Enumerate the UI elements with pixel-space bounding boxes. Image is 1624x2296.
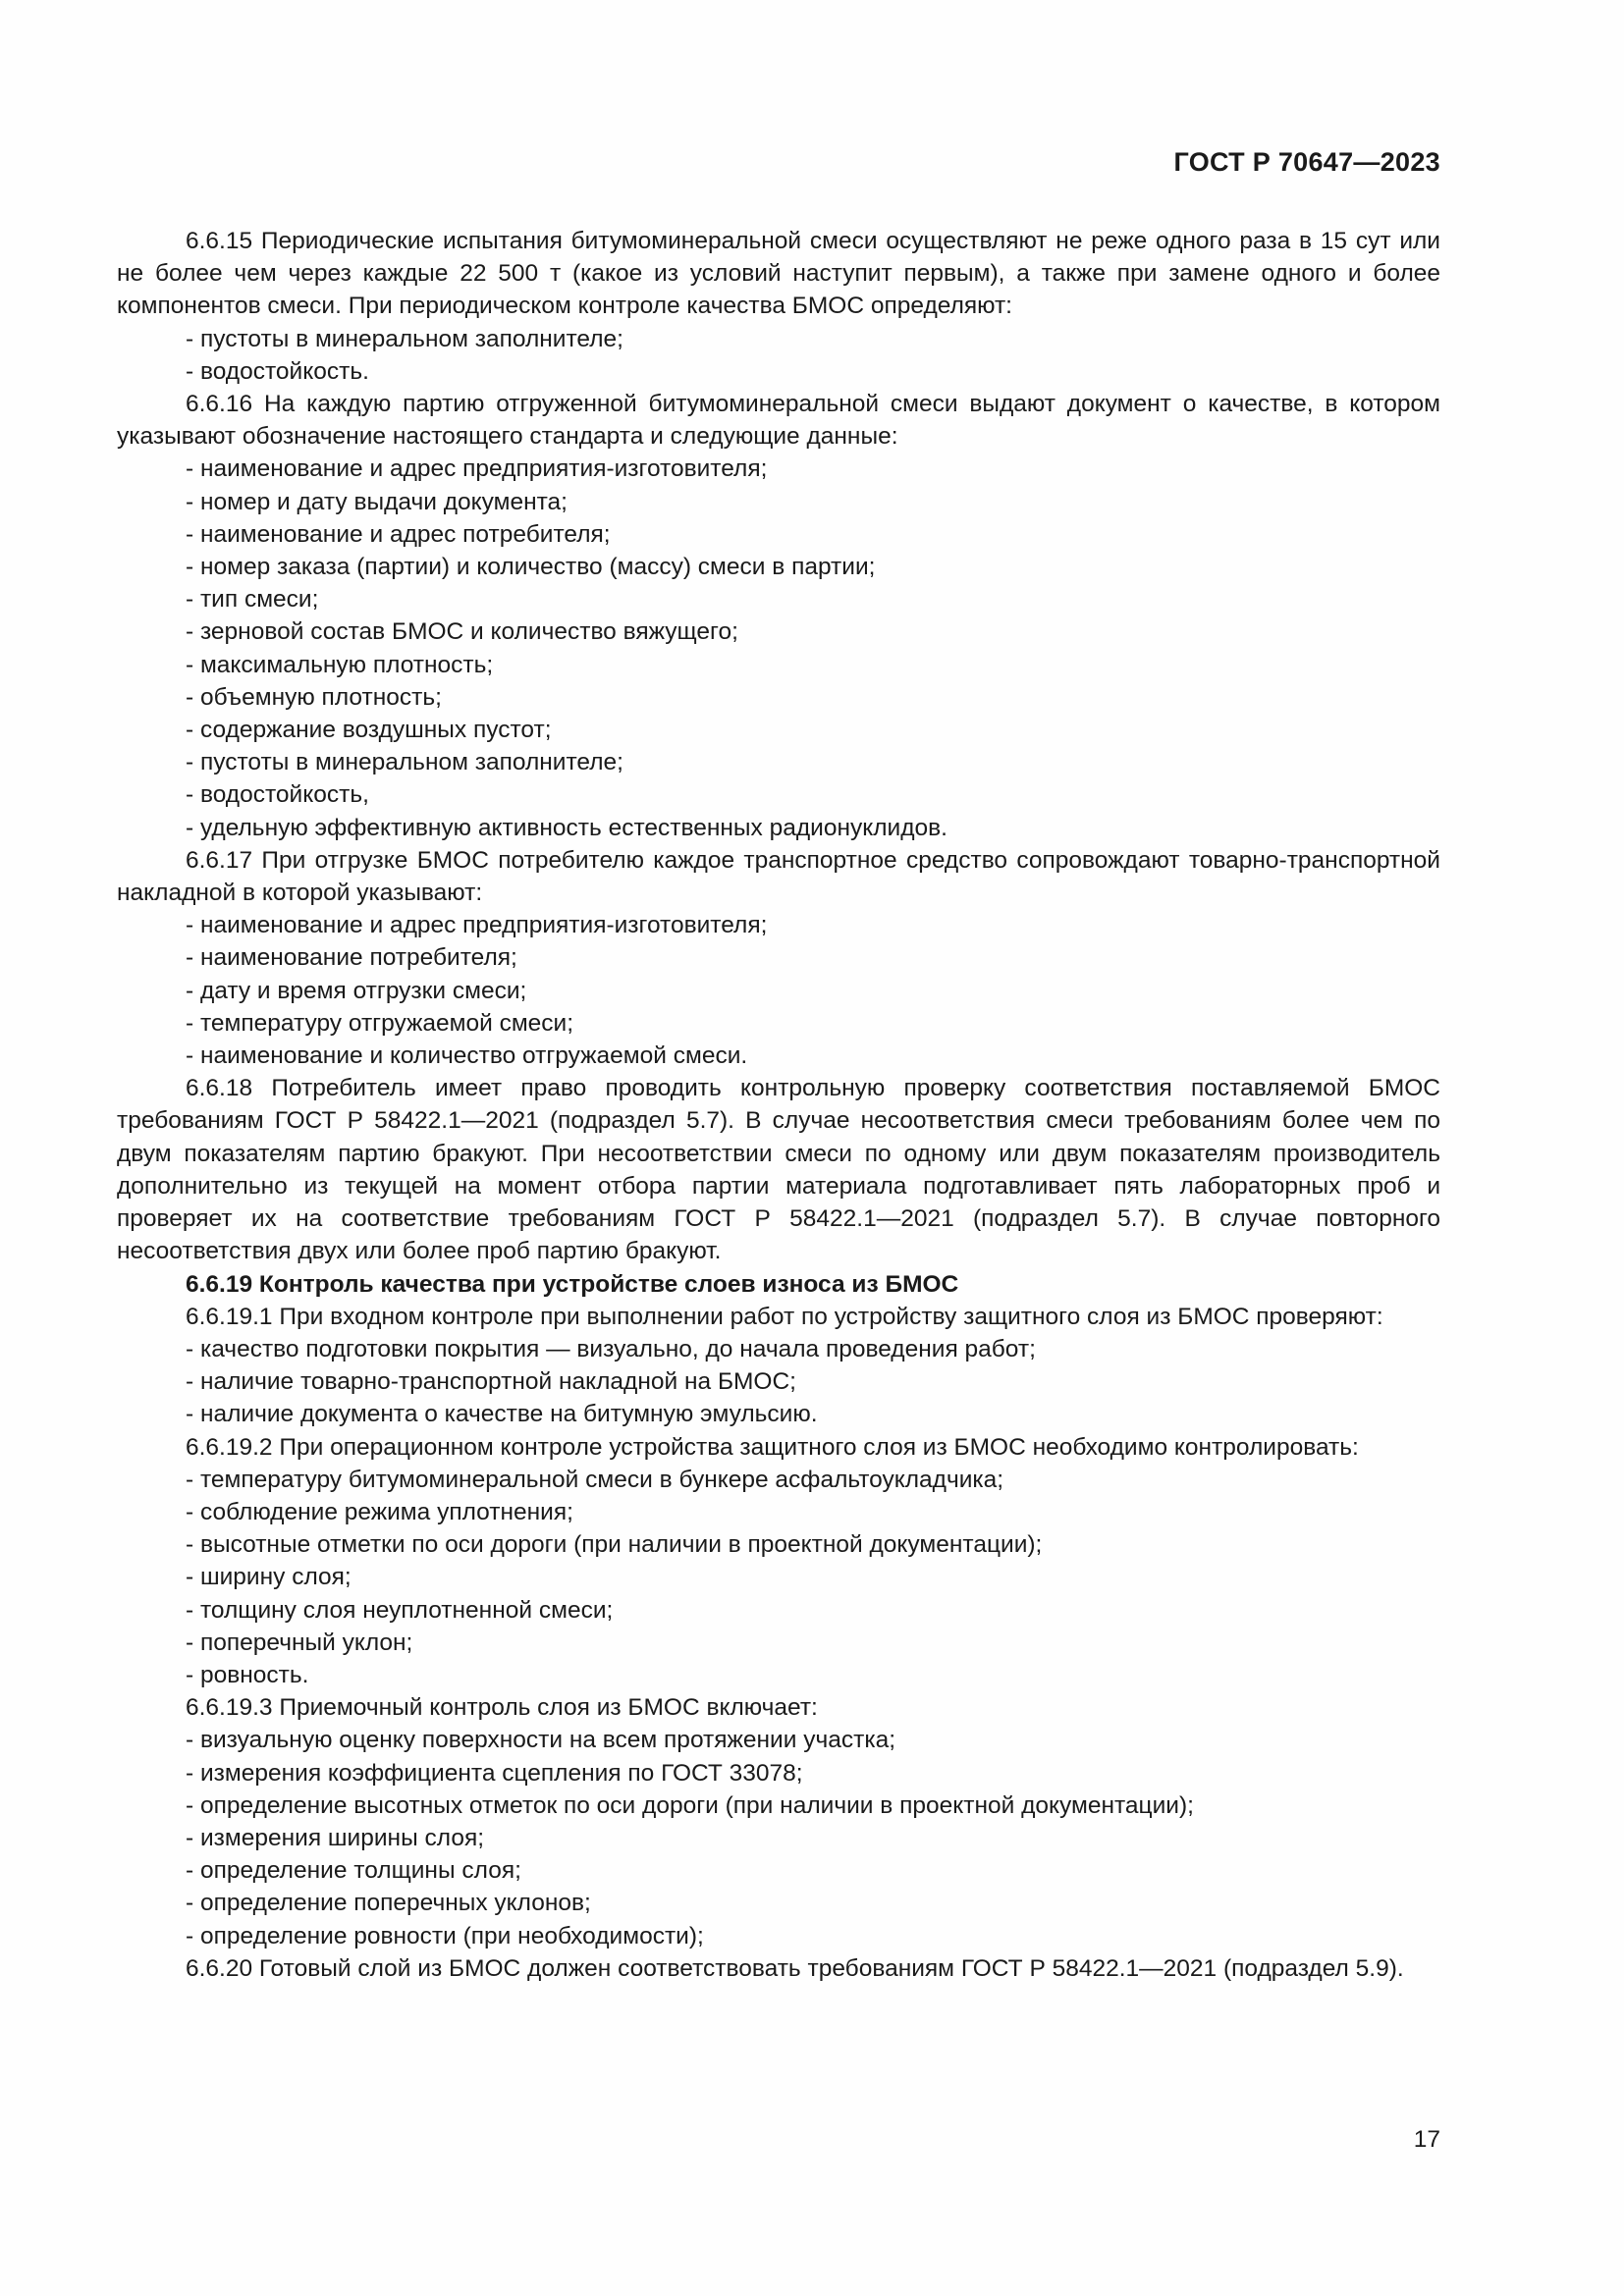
- paragraph: 6.6.19.1 При входном контроле при выполнении работ по устройству защитного слоя из БМОС проверяют:: [186, 1303, 1383, 1330]
- list-item: - качество подготовки покрытия — визуально, до начала проведения работ;: [186, 1335, 1036, 1362]
- list-item: - номер заказа (партии) и количество (массу) смеси в партии;: [186, 554, 876, 581]
- list-item: - водостойкость.: [186, 357, 369, 385]
- page-number: 17: [1413, 2126, 1440, 2153]
- document-body: [117, 225, 1440, 1985]
- list-item: - измерения ширины слоя;: [186, 1824, 485, 1851]
- list-item: - высотные отметки по оси дороги (при наличии в проектной документации);: [186, 1531, 1043, 1559]
- list-item: - наименование и количество отгружаемой смеси.: [186, 1042, 748, 1070]
- list-item: - зерновой состав БМОС и количество вяжущего;: [186, 618, 738, 646]
- list-item: - наименование потребителя;: [186, 944, 517, 972]
- list-item: - объемную плотность;: [186, 683, 442, 711]
- list-item: - температуру битумоминеральной смеси в бункере асфальтоукладчика;: [186, 1466, 1004, 1493]
- list-item: - поперечный уклон;: [186, 1629, 413, 1656]
- document-header: ГОСТ Р 70647—2023: [1173, 147, 1440, 177]
- list-item: - дату и время отгрузки смеси;: [186, 977, 527, 1004]
- list-item: - наименование и адрес предприятия-изготовителя;: [186, 912, 768, 939]
- list-item: - измерения коэффициента сцепления по ГОСТ 33078;: [186, 1759, 803, 1787]
- list-item: - пустоты в минеральном заполнителе;: [186, 325, 623, 352]
- list-item: - визуальную оценку поверхности на всем протяжении участка;: [186, 1727, 896, 1754]
- list-item: - температуру отгружаемой смеси;: [186, 1009, 574, 1037]
- list-item: - соблюдение режима уплотнения;: [186, 1498, 573, 1525]
- section-heading: 6.6.19 Контроль качества при устройстве слоев износа из БМОС: [186, 1270, 959, 1298]
- paragraph: 6.6.19.3 Приемочный контроль слоя из БМОС включает:: [186, 1694, 818, 1722]
- list-item: - водостойкость,: [186, 781, 369, 809]
- list-item: - номер и дату выдачи документа;: [186, 488, 568, 515]
- list-item: - толщину слоя неуплотненной смеси;: [186, 1596, 614, 1624]
- list-item: - определение толщины слоя;: [186, 1857, 521, 1885]
- paragraph: 6.6.17 При отгрузке БМОС потребителю каждое транспортное средство сопровождают товарно-транспортной накладной в которой указывают:: [117, 846, 1440, 907]
- list-item: - наличие документа о качестве на битумную эмульсию.: [186, 1401, 818, 1428]
- paragraph: 6.6.16 На каждую партию отгруженной битумоминеральной смеси выдают документ о качестве, в котором указывают обозначение настоящего стандарта и следующие данные:: [117, 391, 1440, 451]
- list-item: - определение поперечных уклонов;: [186, 1890, 591, 1917]
- list-item: - ровность.: [186, 1661, 309, 1688]
- list-item: - пустоты в минеральном заполнителе;: [186, 749, 623, 776]
- list-item: - определение высотных отметок по оси дороги (при наличии в проектной документации);: [186, 1791, 1194, 1819]
- list-item: - тип смеси;: [186, 586, 319, 614]
- paragraph: 6.6.18 Потребитель имеет право проводить контрольную проверку соответствия поставляемой БМОС требованиям ГОСТ Р 58422.1—2021 (подраздел 5.7). В случае несоответствия смеси требованиям более чем по двум показателям партию бракуют. При несоответствии смеси по одному или двум показателям производитель дополнительно из текущей на момент отбора партии материала подготавливает пять лабораторных проб и проверяет их на соответствие требованиям ГОСТ Р 58422.1—2021 (подраздел 5.7). В случае повторного несоответствия двух или более проб партию бракуют.: [117, 1075, 1440, 1265]
- list-item: - содержание воздушных пустот;: [186, 717, 552, 744]
- list-item: - ширину слоя;: [186, 1564, 352, 1591]
- paragraph: 6.6.19.2 При операционном контроле устройства защитного слоя из БМОС необходимо контролировать:: [186, 1433, 1359, 1461]
- paragraph: 6.6.15 Периодические испытания битумоминеральной смеси осуществляют не реже одного раза в 15 сут или не более чем через каждые 22 500 т (какое из условий наступит первым), а также при замене одного и более компонентов смеси. При периодическом контроле качества БМОС определяют:: [117, 228, 1440, 320]
- list-item: - удельную эффективную активность естественных радионуклидов.: [186, 814, 947, 841]
- list-item: - максимальную плотность;: [186, 651, 494, 678]
- list-item: - наименование и адрес предприятия-изготовителя;: [186, 455, 768, 483]
- list-item: - наличие товарно-транспортной накладной на БМОС;: [186, 1368, 796, 1396]
- list-item: - определение ровности (при необходимости);: [186, 1922, 704, 1949]
- list-item: - наименование и адрес потребителя;: [186, 520, 611, 548]
- paragraph: 6.6.20 Готовый слой из БМОС должен соответствовать требованиям ГОСТ Р 58422.1—2021 (подраздел 5.9).: [186, 1954, 1404, 1982]
